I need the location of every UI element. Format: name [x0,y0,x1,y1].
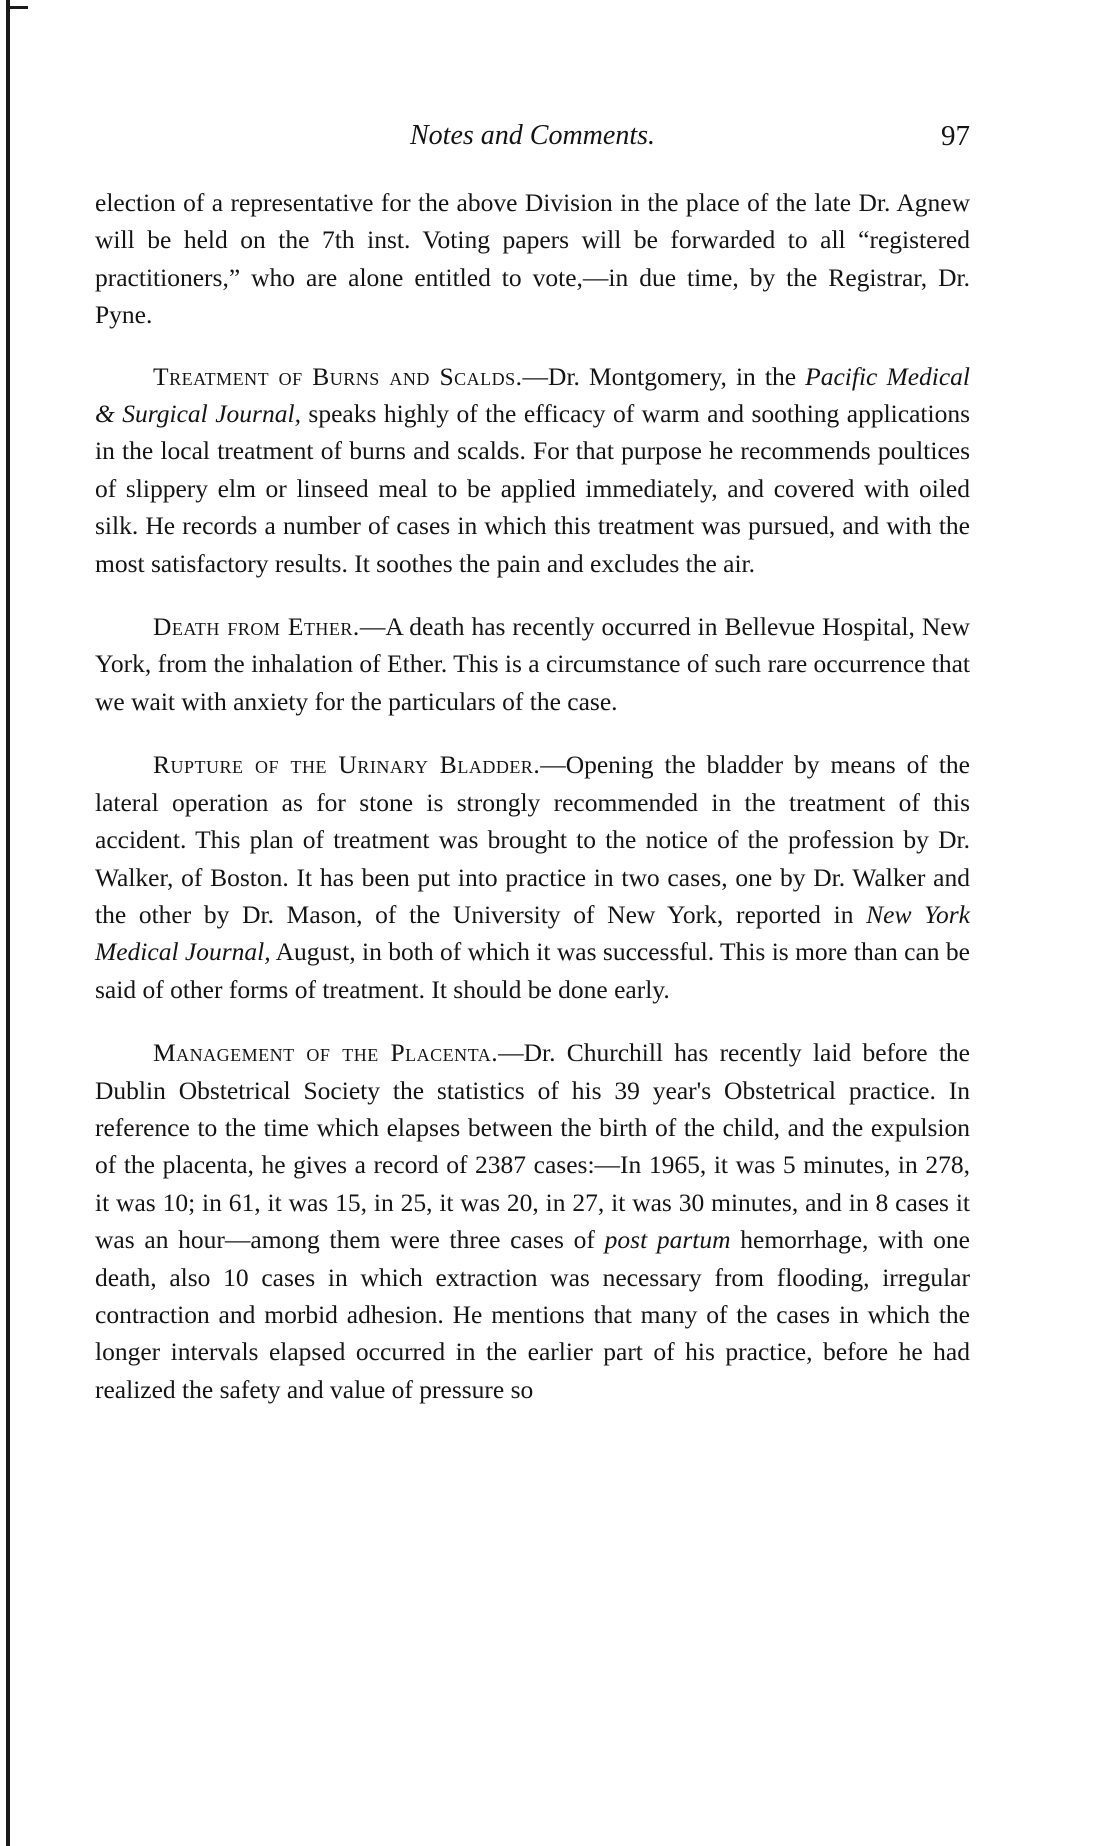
paragraph-text: hemorrhage, with one death, also 10 cases in which extraction was necessary from flooding, irregular contraction and morbid adhesion. He mentions that many of the cases in which the longer intervals elapsed occurred in the earlier part of his practice, before he had realized the safety and value of pressure so [95,1225,970,1404]
paragraph-burns-and-scalds [95,358,970,582]
emphasis-post-partum: post partum [604,1225,731,1255]
journal-title-new-york: New York Medical Journal, [95,899,970,967]
page-binding-edge [6,0,10,1846]
paragraph-text: —Opening the bladder by means of the lateral operation as for stone is strongly recommended in the treatment of this accident. This plan of treatment was brought to the notice of the profession by Dr. Walker, of Boston. It has been put into practice in two cases, one by Dr. Walker and the other by Dr. Mason, of the University of New York, reported in [95,750,970,929]
section-heading-placenta: Management of the Placenta. [153,1038,499,1068]
article-body [95,184,970,1434]
section-heading-burns: Treatment of Burns and Scalds. [153,361,523,391]
paragraph-death-from-ether [95,608,970,720]
section-heading-bladder: Rupture of the Urinary Bladder. [153,750,541,780]
page-header [95,120,970,164]
paragraph-rupture-of-bladder [95,746,970,1008]
paragraph-text: —Dr. Churchill has recently laid before the Dublin Obstetrical Society the statistics of his 39 year's Obstetrical practice. In reference to the time which elapses between the birth of the child, and the expulsion of the placenta, he gives a record of 2387 cases:—In 1965, it was 5 minutes, in 278, it was 10; in 61, it was 15, in 25, it was 20, in 27, it was 30 minutes, and in 8 cases it was an hour—among them were three cases of [95,1038,970,1255]
section-heading-ether: Death from Ether. [153,612,360,642]
paragraph-management-of-placenta [95,1034,970,1408]
paragraph-text: speaks highly of the efficacy of warm and soothing applications in the local treatment of burns and scalds. For that purpose he recommends poultices of slippery elm or linseed meal to be applied immediately, and covered with oiled silk. He records a number of cases in which this treatment was pursued, and with the most satisfactory results. It soothes the pain and excludes the air. [95,399,970,578]
paragraph-text: —Dr. Montgomery, in the [522,361,806,391]
journal-title-pacific: Pacific Medical & Surgical Journal, [95,361,971,429]
page-number: 97 [941,120,970,152]
running-head: Notes and Comments. [410,120,655,151]
paragraph-text: August, in both of which it was successful. This is more than can be said of other forms of treatment. It should be done early. [95,937,971,1004]
paragraph-election-continuation [95,184,970,334]
page-binding-tick [6,6,28,9]
paragraph-text: —A death has recently occurred in Bellevue Hospital, New York, from the inhalation of Ether. This is a circumstance of such rare occurrence that we wait with anxiety for the particulars of the case. [95,612,970,716]
paragraph-text: election of a representative for the above Division in the place of the late Dr. Agnew will be held on the 7th inst. Voting papers will be forwarded to all “registered practitioners,” who are alone entitled to vote,—in due time, by the Registrar, Dr. Pyne. [95,188,970,330]
